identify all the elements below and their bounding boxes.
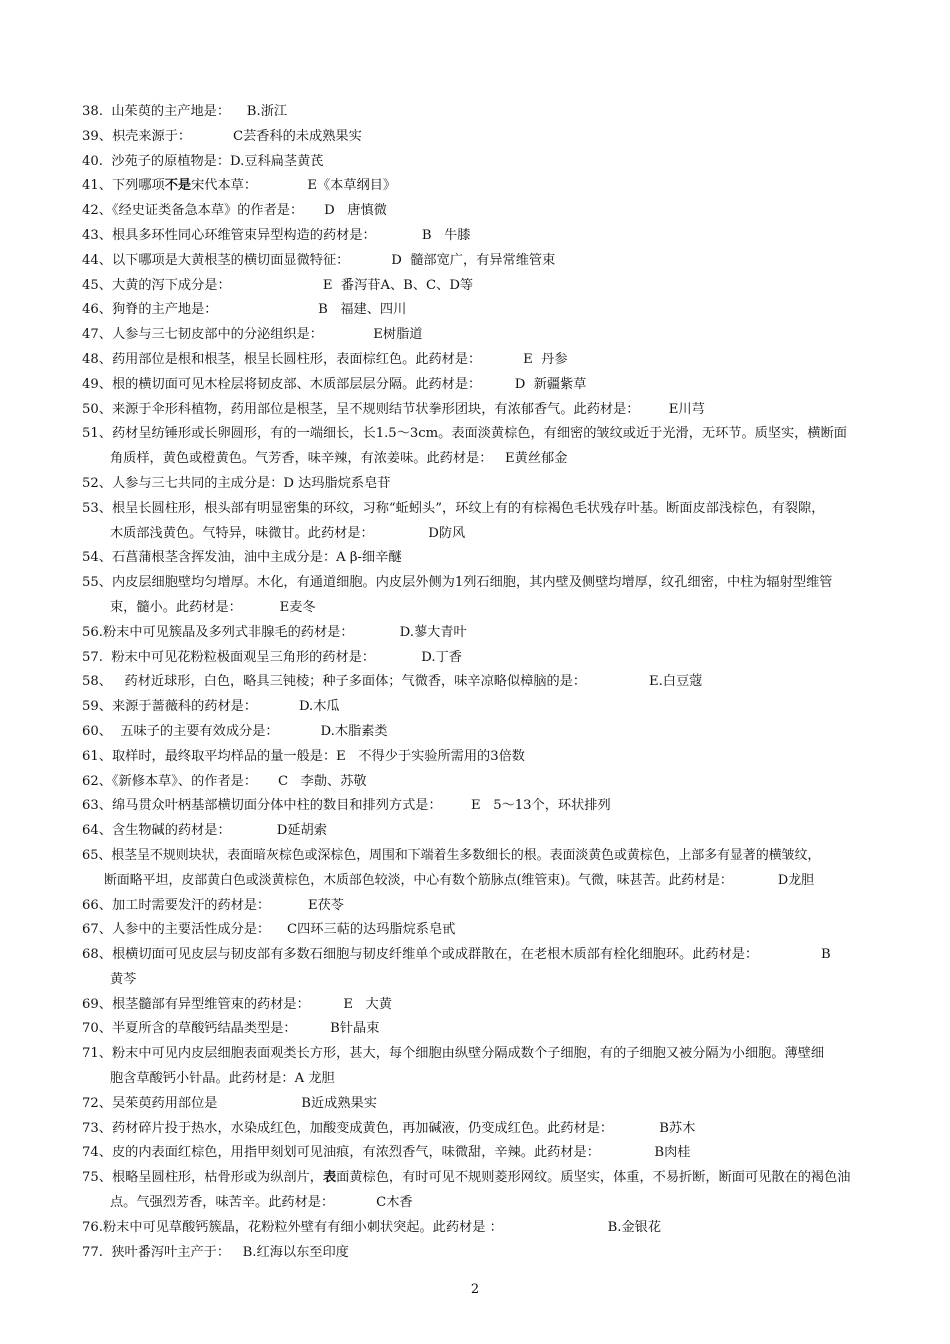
- question-60: 60、 五味子的主要有效成分是： D.木脂素类: [82, 723, 388, 739]
- page-number: 2: [470, 1282, 480, 1297]
- question-45: 45、大黄的泻下成分是： E 番泻苷A、B、C、D等: [82, 277, 474, 293]
- question-63: 63、绵马贯众叶柄基部横切面分体中柱的数目和排列方式是： E 5～13个，环状排列: [82, 798, 611, 814]
- question-56: 56.粉末中可见簇晶及多列式非腺毛的药材是： D.蓼大青叶: [82, 624, 467, 640]
- question-41: [82, 174, 872, 199]
- question-39: 39、枳壳来源于： C芸香科的未成熟果实: [82, 128, 362, 144]
- question-51: 51、药材呈纺锤形或长卵圆形，有的一端细长，长1.5～3cm。表面淡黄棕色，有细密的皱纹或近于光滑，无环节。质坚实，横断面: [82, 426, 847, 442]
- question-44: 44、以下哪项是大黄根茎的横切面显微特征： D 髓部宽广，有异常维管束: [82, 252, 556, 268]
- question-53-continued: 木质部浅黄色。气特异，味微甘。此药材是： D防风: [110, 525, 466, 541]
- question-list: [82, 100, 872, 1265]
- question-75: [82, 1166, 872, 1191]
- question-50: 50、来源于伞形科植物，药用部位是根茎，呈不规则结节状拳形团块，有浓郁香气。此药材是： E川芎: [82, 401, 705, 417]
- question-74: 74、皮的内表面红棕色，用指甲刻划可见油痕，有浓烈香气，味微甜，辛辣。此药材是： B肉桂: [82, 1145, 691, 1161]
- question-69: 69、根茎髓部有异型维管束的药材是： E 大黄: [82, 996, 392, 1012]
- question-40: 40. 沙苑子的原植物是：D.豆科扁茎黄芪: [82, 153, 324, 169]
- question-76: 76.粉末中可见草酸钙簇晶，花粉粒外壁有有细小刺状突起。此药材是 ： B.金银花: [82, 1219, 662, 1235]
- question-55-continued: 束，髓小。此药材是： E麦冬: [110, 599, 316, 615]
- question-41-end: 宋代本草： E《本草纲目》: [191, 178, 397, 194]
- question-55: 55、内皮层细胞壁均匀增厚。木化，有通道细胞。内皮层外侧为1列石细胞，其内壁及侧壁均增厚，纹孔细密，中柱为辐射型维管: [82, 575, 833, 591]
- question-61: 61、取样时，最终取平均样品的量一般是：E 不得少于实验所需用的3倍数: [82, 748, 525, 764]
- question-62: 62、《新修本草》、的作者是： C 李勣、苏敬: [82, 773, 367, 789]
- question-77: 77. 狭叶番泻叶主产于： B.红海以东至印度: [82, 1244, 349, 1260]
- question-75-end: 面黄棕色，有时可见不规则菱形网纹。质坚实，体重，不易折断，断面可见散在的褐色油: [336, 1170, 851, 1186]
- question-53: 53、根呈长圆柱形，根头部有明显密集的环纹，习称“蚯蚓头”，环纹上有的有棕褐色毛状残存叶基。断面皮部浅棕色，有裂隙，: [82, 500, 825, 516]
- question-41-emphasis: 不是: [164, 178, 192, 194]
- question-47: 47、人参与三七韧皮部中的分泌组织是： E树脂道: [82, 327, 423, 343]
- question-65: 65、根茎呈不规则块状，表面暗灰棕色或深棕色，周围和下端着生多数细长的根。表面淡黄色或黄棕色，上部多有显著的横皱纹，: [82, 847, 821, 863]
- question-65-continued: 断面略平坦，皮部黄白色或淡黄棕色，木质部色较淡，中心有数个筋脉点(维管束)。气微，味甚苦。此药材是： D龙胆: [104, 872, 814, 888]
- question-46: 46、狗脊的主产地是： B 福建、四川: [82, 302, 407, 318]
- question-68: 68、根横切面可见皮层与韧皮部有多数石细胞与韧皮纤维单个或成群散在，在老根木质部有栓化细胞环。此药材是： B: [82, 947, 831, 963]
- question-54: 54、石菖蒲根茎含挥发油，油中主成分是：A β-细辛醚: [82, 550, 402, 566]
- question-68-continued: 黄芩: [110, 971, 137, 987]
- question-75-continued: 点。气强烈芳香，味苦辛。此药材是： C木香: [110, 1195, 413, 1211]
- question-71-continued: 胞含草酸钙小针晶。此药材是：A 龙胆: [110, 1071, 335, 1087]
- question-51-continued: 角质样，黄色或橙黄色。气芳香，味辛辣，有浓姜味。此药材是： E黄丝郁金: [110, 451, 568, 467]
- question-72: 72、吴茱萸药用部位是 B近成熟果实: [82, 1095, 377, 1111]
- question-58: 58、 药材近球形，白色，略具三钝棱；种子多面体；气微香，味辛凉略似樟脑的是： E.白豆蔻: [82, 674, 703, 690]
- question-66: 66、加工时需要发汗的药材是： E茯苓: [82, 897, 344, 913]
- question-75-start: 75、根略呈圆柱形，枯骨形或为纵剖片，: [82, 1170, 323, 1186]
- question-57: 57. 粉末中可见花粉粒极面观呈三角形的药材是： D.丁香: [82, 649, 462, 665]
- question-43: 43、根具多环性同心环维管束异型构造的药材是： B 牛膝: [82, 227, 471, 243]
- question-70: 70、半夏所含的草酸钙结晶类型是： B针晶束: [82, 1021, 380, 1037]
- question-49: 49、根的横切面可见木栓层将韧皮部、木质部层层分隔。此药材是： D 新疆紫草: [82, 376, 587, 392]
- question-41-start: 41、下列哪项: [82, 178, 165, 194]
- question-38: 38. 山茱萸的主产地是： B.浙江: [82, 104, 288, 119]
- question-75-emphasis: 表: [322, 1170, 337, 1186]
- question-52: 52、人参与三七共同的主成分是：D 达玛脂烷系皂苷: [82, 475, 391, 491]
- question-59: 59、来源于蔷薇科的药材是： D.木瓜: [82, 699, 340, 715]
- question-64: 64、含生物碱的药材是： D延胡索: [82, 823, 327, 839]
- question-73: 73、药材碎片投于热水，水染成红色，加酸变成黄色，再加碱液，仍变成红色。此药材是： B苏木: [82, 1120, 696, 1136]
- question-67: 67、人参中的主要活性成分是： C四环三萜的达玛脂烷系皂甙: [82, 922, 456, 938]
- question-71: 71、粉末中可见内皮层细胞表面观类长方形，甚大，每个细胞由纵壁分隔成数个子细胞，有的子细胞又被分隔为小细胞。薄壁细: [82, 1046, 825, 1062]
- question-48: 48、药用部位是根和根茎，根呈长圆柱形，表面棕红色。此药材是： E 丹参: [82, 351, 568, 367]
- question-42: 42、《经史证类备急本草》的作者是： D 唐慎微: [82, 203, 387, 219]
